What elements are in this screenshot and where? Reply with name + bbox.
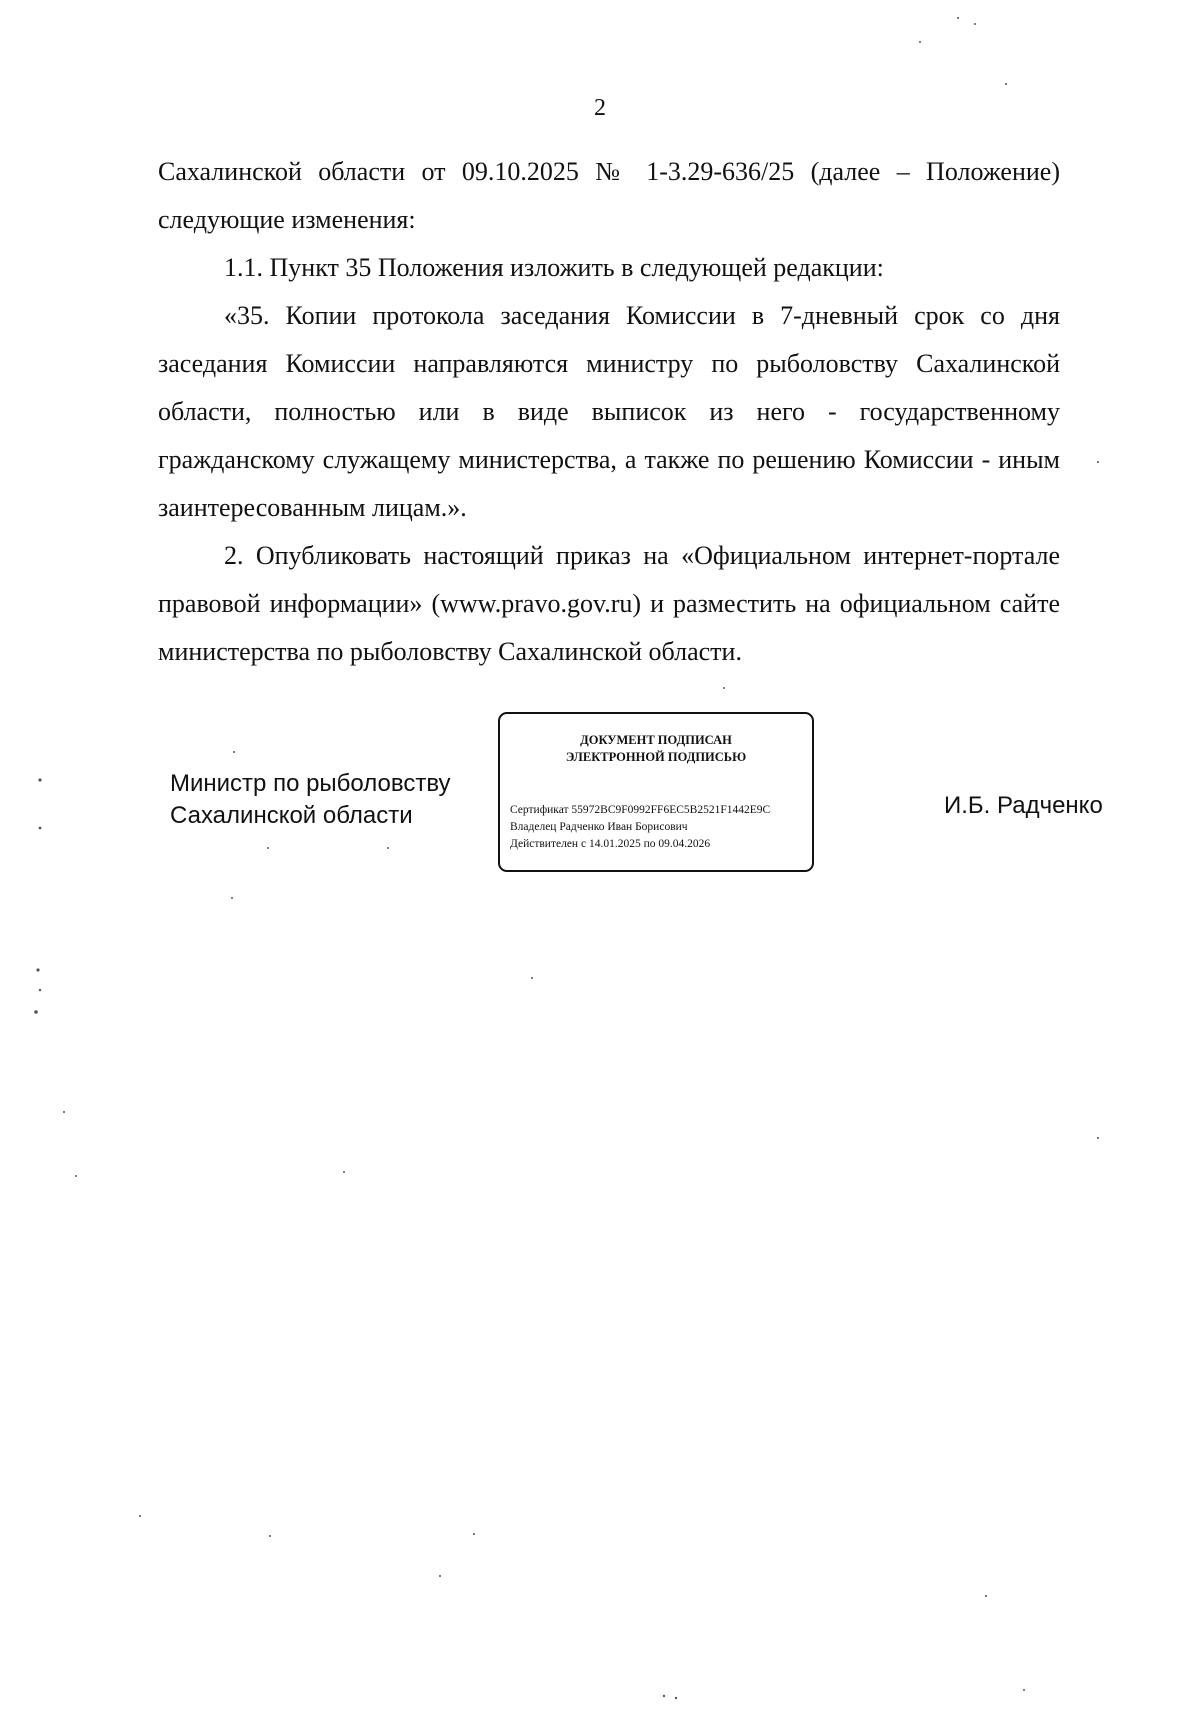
document-body: [158, 148, 1060, 676]
paragraph-intro: Сахалинской области от 09.10.2025 № 1-3.29-636/25 (далее – Положение) следующие изменения:: [158, 157, 1060, 234]
page-number: 2: [594, 95, 606, 121]
paragraph-item-1-1: 1.1. Пункт 35 Положения изложить в следующей редакции:: [224, 253, 884, 282]
paragraph-quoted-clause-35: «35. Копии протокола заседания Комиссии в 7-дневный срок со дня заседания Комиссии направляются министру по рыболовству Сахалинской области, полностью или в виде выписок из него - государственному гражданскому служащему министерства, а также по решению Комиссии - иным заинтересованным лицам.».: [158, 301, 1060, 522]
stamp-certificate: Сертификат 55972BC9F0992FF6EC5B2521F1442E9C: [510, 804, 771, 816]
electronic-signature-stamp: [498, 712, 814, 872]
stamp-heading-line-1: ДОКУМЕНТ ПОДПИСАН: [580, 733, 732, 747]
stamp-details: [510, 802, 810, 853]
signer-position-line-1: Министр по рыболовству: [170, 770, 451, 797]
signer-name: И.Б. Радченко: [944, 792, 1103, 819]
stamp-owner: Владелец Радченко Иван Борисович: [510, 821, 688, 833]
signer-position-line-2: Сахалинской области: [170, 802, 413, 829]
stamp-heading: [500, 732, 812, 766]
signature-block: [0, 712, 1200, 892]
stamp-heading-line-2: ЭЛЕКТРОННОЙ ПОДПИСЬЮ: [565, 750, 747, 764]
paragraph-item-2: 2. Опубликовать настоящий приказ на «Официальном интернет-портале правовой информации» (www.pravo.gov.ru) и разместить на официальном сайте министерства по рыболовству Сахалинской области.: [158, 541, 1060, 666]
signer-position: [170, 768, 451, 832]
stamp-validity: Действителен с 14.01.2025 по 09.04.2026: [510, 838, 711, 850]
